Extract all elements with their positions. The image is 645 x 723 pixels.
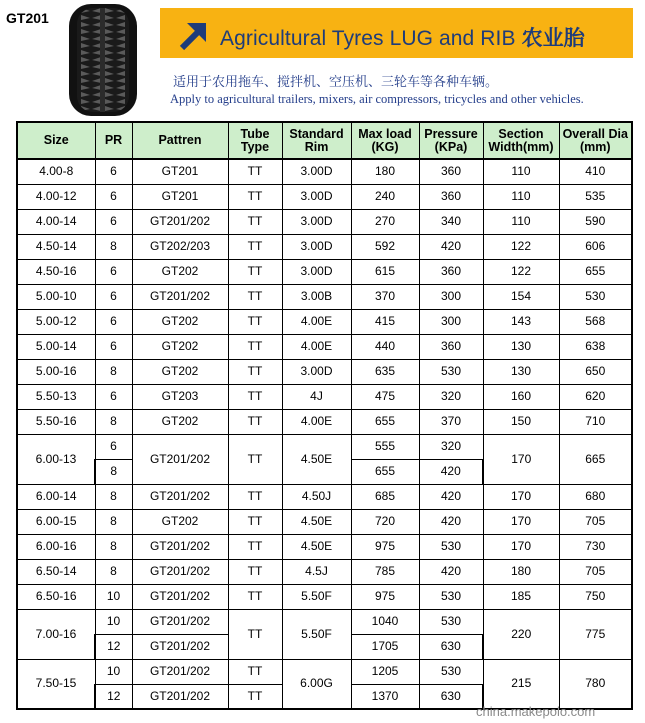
cell-pattern: GT201/202 bbox=[132, 534, 228, 559]
cell-tube: TT bbox=[228, 484, 282, 509]
cell-load: 655 bbox=[351, 459, 419, 484]
cell-tube: TT bbox=[228, 559, 282, 584]
cell-pattern: GT202/203 bbox=[132, 234, 228, 259]
cell-rim: 4.00E bbox=[282, 309, 351, 334]
table-row bbox=[17, 284, 632, 309]
cell-size: 6.00-13 bbox=[17, 434, 95, 484]
cell-load: 1040 bbox=[351, 609, 419, 634]
cell-dia: 750 bbox=[559, 584, 632, 609]
table-row bbox=[17, 159, 632, 184]
cell-pattern: GT201/202 bbox=[132, 634, 228, 659]
cell-size: 4.00-12 bbox=[17, 184, 95, 209]
cell-load: 1370 bbox=[351, 684, 419, 709]
cell-width: 170 bbox=[483, 434, 559, 484]
cell-pattern: GT201/202 bbox=[132, 484, 228, 509]
cell-rim: 5.50F bbox=[282, 584, 351, 609]
cell-dia: 705 bbox=[559, 559, 632, 584]
cell-dia: 568 bbox=[559, 309, 632, 334]
cell-width: 185 bbox=[483, 584, 559, 609]
header-cell: Size bbox=[17, 122, 95, 159]
cell-dia: 638 bbox=[559, 334, 632, 359]
cell-pr: 8 bbox=[95, 559, 132, 584]
cell-pr: 6 bbox=[95, 209, 132, 234]
cell-load: 975 bbox=[351, 584, 419, 609]
cell-pressure: 300 bbox=[419, 309, 483, 334]
table-row bbox=[17, 559, 632, 584]
cell-rim: 4.00E bbox=[282, 334, 351, 359]
cell-pattern: GT201/202 bbox=[132, 659, 228, 684]
cell-pressure: 530 bbox=[419, 609, 483, 634]
cell-width: 110 bbox=[483, 159, 559, 184]
cell-pressure: 530 bbox=[419, 659, 483, 684]
cell-dia: 680 bbox=[559, 484, 632, 509]
cell-pressure: 320 bbox=[419, 384, 483, 409]
cell-size: 6.50-14 bbox=[17, 559, 95, 584]
cell-load: 240 bbox=[351, 184, 419, 209]
cell-rim: 4.00E bbox=[282, 409, 351, 434]
watermark: china.makepolo.com bbox=[476, 704, 596, 719]
cell-pressure: 420 bbox=[419, 234, 483, 259]
cell-pr: 12 bbox=[95, 684, 132, 709]
header-cell: Max load (KG) bbox=[351, 122, 419, 159]
subtitle-chinese: 适用于农用拖车、搅拌机、空压机、三轮车等各种车辆。 bbox=[173, 75, 499, 90]
cell-pr: 6 bbox=[95, 384, 132, 409]
cell-tube: TT bbox=[228, 309, 282, 334]
cell-size: 5.00-10 bbox=[17, 284, 95, 309]
table-row bbox=[17, 534, 632, 559]
cell-size: 7.00-16 bbox=[17, 609, 95, 659]
table-row bbox=[17, 484, 632, 509]
cell-pr: 10 bbox=[95, 609, 132, 634]
cell-rim: 3.00D bbox=[282, 159, 351, 184]
cell-pr: 8 bbox=[95, 234, 132, 259]
cell-pr: 6 bbox=[95, 159, 132, 184]
cell-pattern: GT202 bbox=[132, 259, 228, 284]
cell-pressure: 360 bbox=[419, 159, 483, 184]
cell-pr: 8 bbox=[95, 409, 132, 434]
cell-pattern: GT201 bbox=[132, 159, 228, 184]
cell-size: 5.50-13 bbox=[17, 384, 95, 409]
cell-rim: 3.00D bbox=[282, 234, 351, 259]
cell-load: 1705 bbox=[351, 634, 419, 659]
cell-load: 475 bbox=[351, 384, 419, 409]
cell-tube: TT bbox=[228, 284, 282, 309]
cell-pattern: GT202 bbox=[132, 409, 228, 434]
cell-pattern: GT202 bbox=[132, 334, 228, 359]
cell-width: 180 bbox=[483, 559, 559, 584]
cell-pressure: 630 bbox=[419, 684, 483, 709]
cell-pattern: GT203 bbox=[132, 384, 228, 409]
cell-dia: 655 bbox=[559, 259, 632, 284]
cell-size: 6.00-16 bbox=[17, 534, 95, 559]
cell-pr: 6 bbox=[95, 284, 132, 309]
table-row bbox=[17, 609, 632, 634]
cell-dia: 410 bbox=[559, 159, 632, 184]
table-row bbox=[17, 359, 632, 384]
table-row bbox=[17, 259, 632, 284]
cell-size: 4.50-16 bbox=[17, 259, 95, 284]
cell-width: 122 bbox=[483, 259, 559, 284]
cell-tube: TT bbox=[228, 434, 282, 484]
cell-load: 555 bbox=[351, 434, 419, 459]
cell-load: 655 bbox=[351, 409, 419, 434]
banner-title bbox=[220, 22, 585, 52]
header-cell: Tube Type bbox=[228, 122, 282, 159]
cell-load: 720 bbox=[351, 509, 419, 534]
cell-tube: TT bbox=[228, 684, 282, 709]
cell-pr: 12 bbox=[95, 634, 132, 659]
cell-dia: 730 bbox=[559, 534, 632, 559]
cell-pressure: 360 bbox=[419, 259, 483, 284]
table-row bbox=[17, 184, 632, 209]
cell-load: 370 bbox=[351, 284, 419, 309]
cell-pattern: GT201/202 bbox=[132, 209, 228, 234]
cell-pressure: 370 bbox=[419, 409, 483, 434]
header-cell: Pattren bbox=[132, 122, 228, 159]
cell-load: 270 bbox=[351, 209, 419, 234]
tyre-image bbox=[55, 0, 151, 118]
cell-tube: TT bbox=[228, 159, 282, 184]
cell-pr: 10 bbox=[95, 584, 132, 609]
model-code: GT201 bbox=[6, 10, 49, 26]
cell-tube: TT bbox=[228, 384, 282, 409]
header-cell: Pressure (KPa) bbox=[419, 122, 483, 159]
cell-dia: 775 bbox=[559, 609, 632, 659]
cell-rim: 3.00D bbox=[282, 209, 351, 234]
cell-rim: 3.00D bbox=[282, 259, 351, 284]
cell-load: 1205 bbox=[351, 659, 419, 684]
cell-width: 170 bbox=[483, 484, 559, 509]
cell-pattern: GT202 bbox=[132, 309, 228, 334]
cell-pattern: GT201/202 bbox=[132, 584, 228, 609]
cell-width: 110 bbox=[483, 184, 559, 209]
cell-tube: TT bbox=[228, 409, 282, 434]
cell-width: 130 bbox=[483, 359, 559, 384]
cell-pr: 8 bbox=[95, 459, 132, 484]
cell-size: 4.00-14 bbox=[17, 209, 95, 234]
table-row bbox=[17, 384, 632, 409]
cell-load: 615 bbox=[351, 259, 419, 284]
cell-dia: 650 bbox=[559, 359, 632, 384]
cell-pressure: 420 bbox=[419, 484, 483, 509]
cell-size: 6.00-14 bbox=[17, 484, 95, 509]
cell-tube: TT bbox=[228, 259, 282, 284]
cell-pattern: GT201/202 bbox=[132, 559, 228, 584]
cell-dia: 710 bbox=[559, 409, 632, 434]
cell-dia: 606 bbox=[559, 234, 632, 259]
cell-width: 122 bbox=[483, 234, 559, 259]
table-row bbox=[17, 659, 632, 684]
cell-tube: TT bbox=[228, 509, 282, 534]
cell-pattern: GT201/202 bbox=[132, 609, 228, 634]
cell-pressure: 340 bbox=[419, 209, 483, 234]
cell-dia: 530 bbox=[559, 284, 632, 309]
cell-pr: 6 bbox=[95, 259, 132, 284]
table-row bbox=[17, 434, 632, 459]
table-row bbox=[17, 334, 632, 359]
table-row bbox=[17, 309, 632, 334]
cell-rim: 3.00D bbox=[282, 184, 351, 209]
cell-width: 170 bbox=[483, 534, 559, 559]
cell-rim: 4.5J bbox=[282, 559, 351, 584]
cell-pattern: GT201/202 bbox=[132, 284, 228, 309]
cell-pattern: GT201 bbox=[132, 184, 228, 209]
cell-tube: TT bbox=[228, 584, 282, 609]
cell-pressure: 420 bbox=[419, 459, 483, 484]
cell-pressure: 320 bbox=[419, 434, 483, 459]
cell-load: 415 bbox=[351, 309, 419, 334]
cell-pr: 8 bbox=[95, 534, 132, 559]
cell-pressure: 420 bbox=[419, 509, 483, 534]
table-row bbox=[17, 209, 632, 234]
table-row bbox=[17, 584, 632, 609]
cell-width: 154 bbox=[483, 284, 559, 309]
cell-pr: 10 bbox=[95, 659, 132, 684]
cell-load: 635 bbox=[351, 359, 419, 384]
arrow-icon bbox=[176, 17, 212, 53]
cell-pr: 6 bbox=[95, 309, 132, 334]
table-header-row bbox=[17, 122, 632, 159]
cell-tube: TT bbox=[228, 334, 282, 359]
cell-rim: 4.50E bbox=[282, 509, 351, 534]
cell-tube: TT bbox=[228, 659, 282, 684]
cell-dia: 535 bbox=[559, 184, 632, 209]
banner-title-en: Agricultural Tyres LUG and RIB bbox=[220, 27, 516, 50]
cell-pattern: GT201/202 bbox=[132, 434, 228, 484]
cell-pressure: 360 bbox=[419, 184, 483, 209]
cell-tube: TT bbox=[228, 609, 282, 659]
spec-table bbox=[16, 121, 633, 710]
header-cell: Section Width(mm) bbox=[483, 122, 559, 159]
cell-rim: 4.50E bbox=[282, 534, 351, 559]
cell-pressure: 360 bbox=[419, 334, 483, 359]
cell-tube: TT bbox=[228, 184, 282, 209]
header-cell: PR bbox=[95, 122, 132, 159]
cell-rim: 3.00D bbox=[282, 359, 351, 384]
cell-load: 785 bbox=[351, 559, 419, 584]
cell-pressure: 530 bbox=[419, 584, 483, 609]
table-row bbox=[17, 234, 632, 259]
cell-tube: TT bbox=[228, 209, 282, 234]
cell-dia: 665 bbox=[559, 434, 632, 484]
cell-tube: TT bbox=[228, 234, 282, 259]
cell-pr: 8 bbox=[95, 359, 132, 384]
cell-width: 220 bbox=[483, 609, 559, 659]
cell-pr: 6 bbox=[95, 184, 132, 209]
cell-rim: 6.00G bbox=[282, 659, 351, 709]
cell-width: 130 bbox=[483, 334, 559, 359]
cell-width: 150 bbox=[483, 409, 559, 434]
cell-pressure: 530 bbox=[419, 534, 483, 559]
cell-load: 440 bbox=[351, 334, 419, 359]
cell-rim: 4.50E bbox=[282, 434, 351, 484]
cell-rim: 3.00B bbox=[282, 284, 351, 309]
cell-size: 4.50-14 bbox=[17, 234, 95, 259]
header-cell: Overall Dia (mm) bbox=[559, 122, 632, 159]
cell-dia: 620 bbox=[559, 384, 632, 409]
banner-title-cn: 农业胎 bbox=[521, 26, 585, 50]
cell-size: 4.00-8 bbox=[17, 159, 95, 184]
table-row bbox=[17, 509, 632, 534]
cell-pattern: GT202 bbox=[132, 359, 228, 384]
cell-pressure: 420 bbox=[419, 559, 483, 584]
cell-pressure: 530 bbox=[419, 359, 483, 384]
cell-pr: 8 bbox=[95, 484, 132, 509]
cell-width: 110 bbox=[483, 209, 559, 234]
cell-pattern: GT201/202 bbox=[132, 684, 228, 709]
cell-pr: 6 bbox=[95, 434, 132, 459]
cell-tube: TT bbox=[228, 359, 282, 384]
cell-rim: 4J bbox=[282, 384, 351, 409]
cell-width: 143 bbox=[483, 309, 559, 334]
cell-pattern: GT202 bbox=[132, 509, 228, 534]
cell-width: 215 bbox=[483, 659, 559, 709]
cell-tube: TT bbox=[228, 534, 282, 559]
cell-size: 7.50-15 bbox=[17, 659, 95, 709]
cell-pr: 8 bbox=[95, 509, 132, 534]
cell-size: 6.00-15 bbox=[17, 509, 95, 534]
cell-rim: 4.50J bbox=[282, 484, 351, 509]
cell-load: 975 bbox=[351, 534, 419, 559]
cell-size: 5.00-16 bbox=[17, 359, 95, 384]
cell-pr: 6 bbox=[95, 334, 132, 359]
cell-size: 5.00-14 bbox=[17, 334, 95, 359]
cell-size: 6.50-16 bbox=[17, 584, 95, 609]
cell-size: 5.00-12 bbox=[17, 309, 95, 334]
header-cell: Standard Rim bbox=[282, 122, 351, 159]
cell-dia: 705 bbox=[559, 509, 632, 534]
cell-dia: 780 bbox=[559, 659, 632, 709]
cell-load: 685 bbox=[351, 484, 419, 509]
cell-pressure: 300 bbox=[419, 284, 483, 309]
cell-load: 592 bbox=[351, 234, 419, 259]
cell-width: 170 bbox=[483, 509, 559, 534]
cell-pressure: 630 bbox=[419, 634, 483, 659]
cell-size: 5.50-16 bbox=[17, 409, 95, 434]
cell-dia: 590 bbox=[559, 209, 632, 234]
cell-load: 180 bbox=[351, 159, 419, 184]
subtitle-english: Apply to agricultural trailers, mixers, air compressors, tricycles and other vehicles. bbox=[170, 92, 584, 106]
cell-rim: 5.50F bbox=[282, 609, 351, 659]
table-row bbox=[17, 409, 632, 434]
cell-width: 160 bbox=[483, 384, 559, 409]
